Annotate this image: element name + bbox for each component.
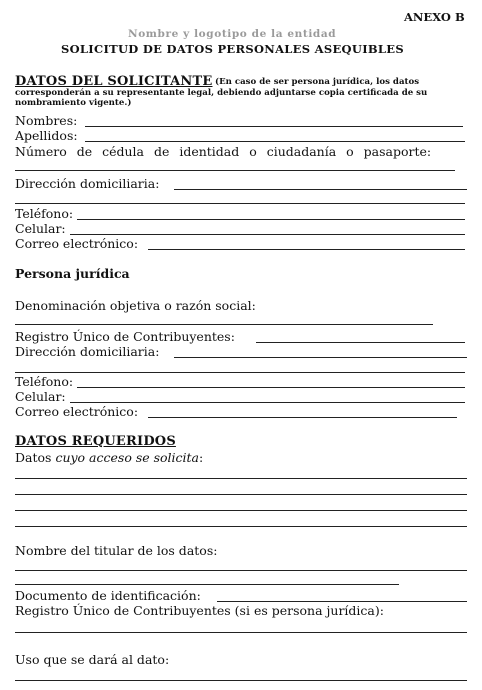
surnames-line[interactable] [85, 141, 465, 142]
names-label: Nombres: [15, 113, 78, 128]
id-number-label: Número de cédula de identidad o ciudadanía o pasaporte: [15, 144, 432, 159]
entity-phone-label: Teléfono: [15, 374, 74, 389]
usage-label: Uso que se dará al dato: [15, 652, 170, 667]
legal-entity-heading: Persona jurídica [15, 266, 130, 281]
requested-data-line-4[interactable] [15, 526, 467, 527]
ruc-legal-line[interactable] [15, 632, 467, 633]
surnames-label: Apellidos: [15, 128, 78, 143]
holder-name-line[interactable] [15, 570, 467, 571]
usage-line[interactable] [15, 680, 467, 681]
requested-data-line-3[interactable] [15, 510, 467, 511]
names-line[interactable] [85, 126, 463, 127]
applicant-section-title: DATOS DEL SOLICITANTE [15, 74, 213, 89]
ruc-label: Registro Único de Contribuyentes: [15, 329, 235, 344]
entity-address-label: Dirección domiciliaria: [15, 344, 160, 359]
email-line[interactable] [148, 249, 465, 250]
id-document-label: Documento de identificación: [15, 588, 201, 603]
holder-name-label: Nombre del titular de los datos: [15, 543, 218, 558]
entity-phone-line[interactable] [77, 387, 465, 388]
requested-prefix: Datos [15, 450, 52, 465]
business-name-label: Denominación objetiva o razón social: [15, 298, 256, 313]
entity-address-line-2[interactable] [15, 372, 465, 373]
phone-label: Teléfono: [15, 206, 74, 221]
phone-line[interactable] [77, 219, 465, 220]
applicant-note: (En caso de ser persona jurídica, los datos corresponderán a su representante legal, debiendo adjuntarse copia certificada de su nombramiento vigente.) [15, 77, 428, 108]
requested-data-label [15, 451, 203, 465]
entity-mobile-line[interactable] [70, 402, 465, 403]
required-section-title: DATOS REQUERIDOS [15, 434, 176, 449]
form-title: SOLICITUD DE DATOS PERSONALES ASEQUIBLES [61, 42, 404, 56]
requested-italic: cuyo acceso se solicita [55, 450, 200, 465]
address-label: Dirección domiciliaria: [15, 176, 160, 191]
address-line-2[interactable] [15, 203, 465, 204]
entity-address-line-1[interactable] [174, 357, 467, 358]
entity-placeholder: Nombre y logotipo de la entidad [128, 28, 337, 40]
annex-label: ANEXO B [404, 10, 465, 24]
entity-email-line[interactable] [148, 417, 457, 418]
business-name-line[interactable] [15, 324, 433, 325]
mobile-line[interactable] [70, 234, 465, 235]
ruc-legal-label: Registro Único de Contribuyentes (si es persona jurídica): [15, 603, 384, 618]
holder-name-line-2[interactable] [15, 584, 399, 585]
id-document-line[interactable] [217, 601, 467, 602]
requested-data-line-1[interactable] [15, 478, 467, 479]
entity-mobile-label: Celular: [15, 389, 66, 404]
requested-data-line-2[interactable] [15, 494, 467, 495]
requested-suffix: : [199, 450, 204, 465]
mobile-label: Celular: [15, 221, 66, 236]
entity-email-label: Correo electrónico: [15, 404, 139, 419]
ruc-line[interactable] [256, 342, 465, 343]
address-line-1[interactable] [174, 189, 467, 190]
id-number-line[interactable] [15, 170, 455, 171]
email-label: Correo electrónico: [15, 236, 139, 251]
